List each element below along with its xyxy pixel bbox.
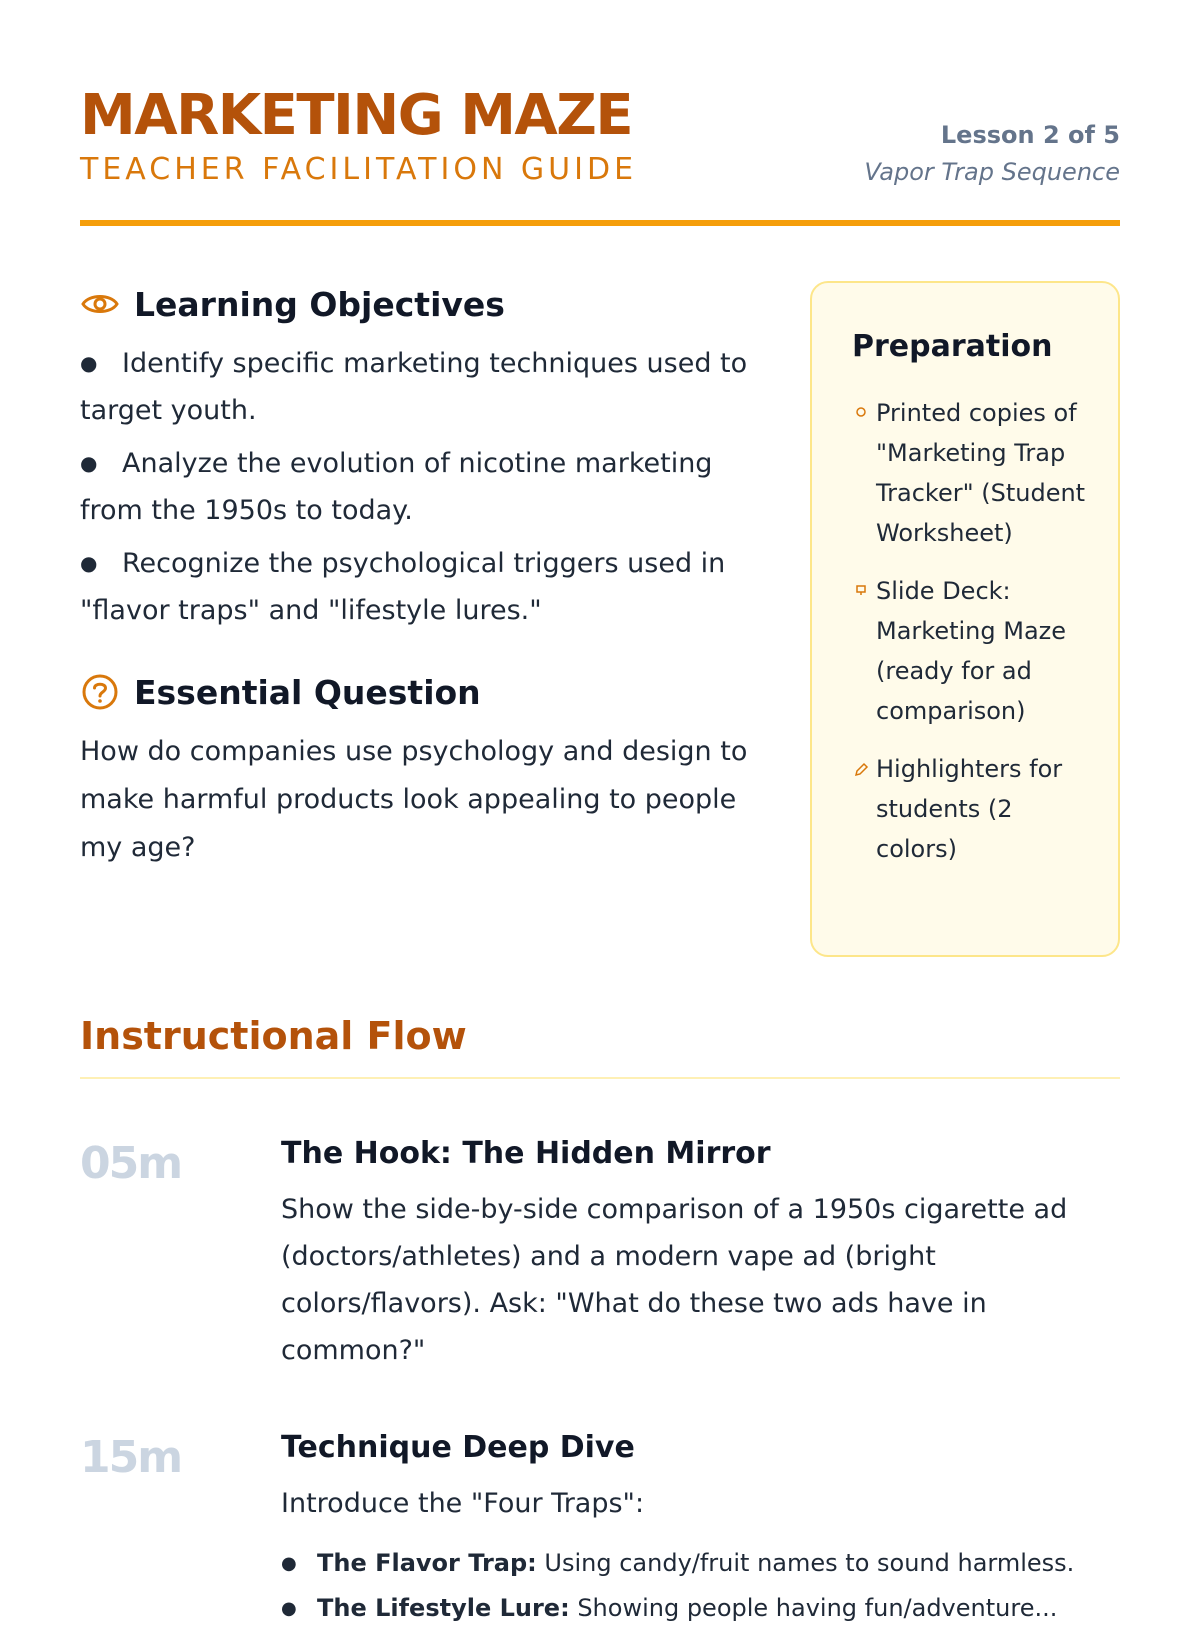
list-item: ● Recognize the psychological triggers used in "flavor traps" and "lifestyle lures." — [80, 548, 726, 626]
monitor-icon — [852, 571, 870, 731]
main-column — [80, 280, 760, 872]
flow-divider — [80, 1077, 1120, 1079]
step-body — [281, 1428, 1120, 1631]
step-title: Technique Deep Dive — [281, 1430, 635, 1465]
list-item: ● The Flavor Trap: Using candy/fruit names to sound harmless. — [281, 1549, 1075, 1577]
step-title: The Hook: The Hidden Mirror — [281, 1136, 771, 1171]
page-header — [80, 84, 1120, 228]
lesson-number: Lesson 2 of 5 — [940, 121, 1120, 149]
preparation-list — [852, 393, 1092, 869]
lesson-meta — [864, 118, 1120, 192]
essential-question-text: How do companies use psychology and design to make harmful products look appealing to people my age? — [80, 736, 748, 863]
guide-subtitle: TEACHER FACILITATION GUIDE — [80, 152, 638, 187]
list-item: ● The Lifestyle Lure: Showing people having fun/adventure... — [281, 1594, 1058, 1622]
step-text: Show the side-by-side comparison of a 1950s cigarette ad (doctors/athletes) and a modern vape ad (bright colors/flavors). Ask: "What do these two ads have in common?" — [281, 1194, 1068, 1366]
step-text: Introduce the "Four Traps": — [281, 1488, 645, 1519]
preparation-card — [810, 281, 1120, 957]
step-body — [281, 1134, 1120, 1374]
flow-step — [80, 1428, 1120, 1622]
header-divider — [80, 220, 1120, 226]
objectives-title: Learning Objectives — [134, 284, 505, 324]
lesson-sequence: Vapor Trap Sequence — [864, 158, 1120, 186]
preparation-title: Preparation — [852, 329, 1053, 364]
objectives-list — [80, 340, 760, 634]
list-item: ● Analyze the evolution of nicotine marketing from the 1950s to today. — [80, 448, 713, 526]
list-item: Slide Deck: Marketing Maze (ready for ad comparison) — [852, 571, 1092, 731]
guide-title: MARKETING MAZE — [80, 83, 633, 148]
essential-question-title: Essential Question — [134, 672, 481, 712]
list-item: Printed copies of "Marketing Trap Tracker" (Student Worksheet) — [852, 393, 1092, 553]
list-item: ● Identify specific marketing techniques used to target youth. — [80, 348, 748, 426]
traps-list — [281, 1541, 1120, 1631]
pencil-icon — [852, 749, 870, 869]
question-circle-icon — [80, 672, 120, 712]
step-duration: 05m — [80, 1138, 182, 1189]
list-item: Highlighters for students (2 colors) — [852, 749, 1092, 869]
step-duration: 15m — [80, 1432, 182, 1483]
instructional-flow-title: Instructional Flow — [80, 1014, 467, 1058]
objectives-heading — [80, 280, 760, 328]
flow-step — [80, 1134, 1120, 1374]
essential-question-section — [80, 668, 760, 872]
essential-question-heading — [80, 668, 760, 716]
printer-icon — [852, 393, 870, 553]
eye-icon — [80, 284, 120, 324]
